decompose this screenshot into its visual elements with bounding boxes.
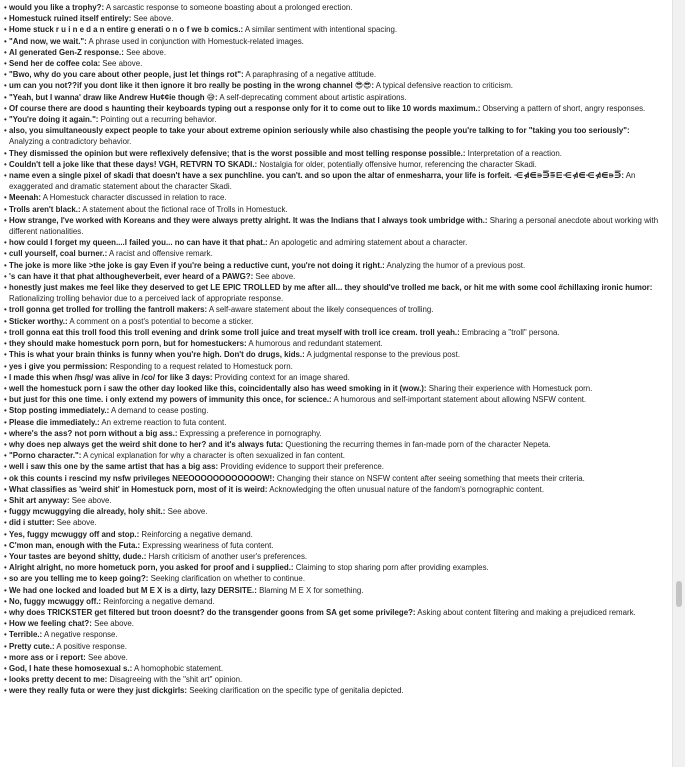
- entry-term: were they really futa or were they just dickgirls:: [9, 686, 188, 696]
- list-item: [4, 159, 664, 170]
- entry-description: Interpretation of a reaction.: [465, 148, 562, 158]
- entry-description: Disagreeing with the "shit art" opinion.: [107, 675, 243, 685]
- entry-description: Embracing a "troll" persona.: [459, 327, 560, 337]
- entry-description: A racist and offensive remark.: [107, 249, 213, 259]
- entry-description: See above.: [91, 619, 134, 629]
- entry-term: Home stuck r u i n e d a n entire g enerati o n o f we b comics.:: [9, 25, 244, 35]
- entry-term: Homestuck ruined itself entirely:: [9, 14, 132, 24]
- entry-description: Reinforcing a negative demand.: [139, 529, 253, 539]
- list-item: [4, 271, 664, 282]
- scrollbar[interactable]: [672, 0, 685, 767]
- list-item: [4, 248, 664, 259]
- entry-term: Send her de coffee cola:: [9, 59, 101, 69]
- entry-description: A positive response.: [54, 641, 127, 651]
- entry-description: Providing context for an image shared.: [212, 372, 350, 382]
- list-item: [4, 383, 664, 394]
- entry-description: Claiming to stop sharing porn after providing examples.: [293, 563, 489, 573]
- entry-description: Harsh criticism of another user's preferences.: [146, 551, 308, 561]
- entry-term: they should make homestuck porn porn, but for homestuckers:: [9, 339, 247, 349]
- entry-description: See above.: [165, 507, 208, 517]
- entry-description: An exaggerated and dramatic statement about the character Skadi.: [9, 171, 636, 192]
- entry-description: Expressing a preference in pornography.: [177, 428, 322, 438]
- entry-description: Seeking clarification on the specific type of genitalia depicted.: [187, 686, 404, 696]
- list-item: [4, 573, 664, 584]
- list-item: [4, 506, 664, 517]
- list-item: [4, 125, 664, 147]
- entry-term: Of course there are dood s haunting their keyboards typing out a response only for it to come out to like 10 words maximum.:: [9, 103, 481, 113]
- list-item: [4, 282, 664, 304]
- entry-term: looks pretty decent to me:: [9, 675, 108, 685]
- entry-term: We had one locked and loaded but M E X is a dirty, lazy DERSITE.:: [9, 585, 257, 595]
- entry-term: yes i give you permission:: [9, 361, 108, 371]
- entry-description: Observing a pattern of short, angry responses.: [480, 103, 646, 113]
- entry-description: Acknowledging the often unusual nature of the fandom's pornographic content.: [267, 484, 545, 494]
- entry-description: A comment on a post's potential to become a sticker.: [67, 316, 254, 326]
- entry-description: Providing evidence to support their preference.: [218, 462, 384, 472]
- entry-description: See above.: [123, 47, 167, 57]
- list-item: [4, 215, 664, 237]
- entry-term: how could I forget my queen....I failed you... no can have it that phat.:: [9, 238, 268, 248]
- entry-description: A paraphrasing of a negative attitude.: [243, 70, 377, 80]
- entry-term: well the homestuck porn i saw the other day looked like this, coincidentally also has weed smoking in it (wow.):: [9, 383, 427, 393]
- list-item: [4, 529, 664, 540]
- entry-term: I made this when /hsg/ was alive in /co/ for like 3 days:: [9, 372, 213, 382]
- list-item: [4, 170, 664, 192]
- entry-term: How strange, I've worked with Koreans and they were always pretty alright. It was the Indians that I always took umbridge with.:: [9, 215, 488, 225]
- list-item: [4, 540, 664, 551]
- entry-term: C'mon man, enough with the Futa.:: [9, 540, 141, 550]
- list-item: [4, 674, 664, 685]
- entry-term: um can you not??if you dont like it then ignore it bro really be posting in the wrong channel 😎😎:: [9, 81, 374, 91]
- entry-term: troll gonna get trolled for trolling the fantroll makers:: [9, 305, 208, 315]
- list-item: [4, 13, 664, 24]
- list-item: [4, 394, 664, 405]
- entry-description: Sharing their experience with Homestuck porn.: [426, 383, 593, 393]
- list-item: [4, 652, 664, 663]
- entry-description: A cynical explanation for why a character is often sexualized in fan content.: [81, 451, 346, 461]
- list-item: [4, 316, 664, 327]
- entry-description: Rationalizing trolling behavior due to a perceived lack of appropriate response.: [9, 294, 284, 304]
- list-item: [4, 58, 664, 69]
- list-item: [4, 47, 664, 58]
- entry-term: also, you simultaneously expect people to take your about extreme opinion seriously while also chastising the people you're talking to for "taking you too seriously":: [9, 126, 630, 136]
- entry-description: A humorous and redundant statement.: [246, 339, 383, 349]
- list-item: [4, 372, 664, 383]
- entry-description: Questioning the recurring themes in fan-made porn of the character Nepeta.: [283, 439, 551, 449]
- list-item: [4, 114, 664, 125]
- list-item: [4, 237, 664, 248]
- list-item: [4, 473, 664, 484]
- entry-term: "Yeah, but I wanna' draw like Andrew Hu¢¢ie though 😅:: [9, 92, 218, 102]
- document-body: [4, 2, 664, 697]
- entry-term: why does TRICKSTER get filtered but troon doesnt? do the transgender goons from SA get some privilege?:: [9, 607, 416, 617]
- entry-term: They dismissed the opinion but were reflexively defensive; that is the worst possible and most telling response possible.:: [9, 148, 466, 158]
- list-item: [4, 585, 664, 596]
- entry-term: Sticker worthy.:: [9, 316, 68, 326]
- list-item: [4, 260, 664, 271]
- entry-term: This is what your brain thinks is funny when you're high. Don't do drugs, kids.:: [9, 350, 305, 360]
- list-item: [4, 349, 664, 360]
- entry-description: A statement about the fictional race of Trolls in Homestuck.: [80, 204, 288, 214]
- entry-description: A similar sentiment with intentional spacing.: [243, 25, 398, 35]
- entry-description: Sharing a personal anecdote about working with different nationalities.: [9, 215, 659, 237]
- list-item: [4, 204, 664, 215]
- entry-term: God, I hate these homosexual s.:: [9, 663, 133, 673]
- entry-term: but just for this one time. i only extend my powers of immunity this once, for science.:: [9, 395, 332, 405]
- list-item: [4, 405, 664, 416]
- entry-description: An extreme reaction to futa content.: [99, 417, 227, 427]
- list-item: [4, 338, 664, 349]
- entry-description: A typical defensive reaction to criticism.: [373, 81, 513, 91]
- entry-term: Shit art anyway:: [9, 495, 70, 505]
- entry-description: A humorous and self-important statement about allowing NSFW content.: [331, 395, 587, 405]
- entry-description: See above.: [100, 59, 143, 69]
- entry-description: See above.: [69, 495, 112, 505]
- list-item: [4, 663, 664, 674]
- entry-term: 's can have it that phat althougheverbeit, ever heard of a PAWG?:: [9, 271, 254, 281]
- entry-term: Please die immediately.:: [9, 417, 100, 427]
- entry-description: See above.: [54, 518, 97, 528]
- entry-term: What classifies as 'weird shit' in Homestuck porn, most of it is weird:: [9, 484, 268, 494]
- entry-description: A sarcastic response to someone boasting about a prolonged erection.: [104, 3, 353, 12]
- list-item: [4, 361, 664, 372]
- entry-term: why does nep always get the weird shit done to her? and it's always futa:: [9, 439, 284, 449]
- scrollbar-thumb[interactable]: [676, 581, 682, 607]
- entry-term: Yes, fuggy mcwuggy off and stop.:: [9, 529, 140, 539]
- entry-description: Expressing weariness of futa content.: [140, 540, 274, 550]
- list-item: [4, 562, 664, 573]
- entry-description: A Homestuck character discussed in relation to race.: [41, 193, 227, 203]
- entry-description: Reinforcing a negative demand.: [101, 596, 215, 606]
- list-item: [4, 192, 664, 203]
- list-item: [4, 439, 664, 450]
- list-item: [4, 596, 664, 607]
- entry-term: "And now, we wait.":: [9, 36, 87, 46]
- list-item: [4, 148, 664, 159]
- entry-term: did i stutter:: [9, 518, 55, 528]
- list-item: [4, 641, 664, 652]
- entry-term: name even a single pixel of skadi that doesn't have a sex punchline. you can't. and so upon the altar of enmesharra, your life is forfeit. ⋲⋪⋹⋼⋽⋾⋿⋲⋪⋹⋲⋪⋹⋼⋽:: [9, 171, 624, 181]
- entry-description: A negative response.: [42, 630, 118, 640]
- list-item: [4, 92, 664, 103]
- entry-term: cull yourself, coal burner.:: [9, 249, 108, 259]
- entry-term: fuggy mcwuggying die already, holy shit.:: [9, 507, 166, 517]
- entry-term: Alright alright, no more hometuck porn, you asked for proof and i supplied.:: [9, 563, 294, 573]
- entry-term: "Bwo, why do you care about other people, just let things rot":: [9, 70, 244, 80]
- entry-term: would you like a trophy?:: [9, 3, 105, 12]
- list-item: [4, 327, 664, 338]
- list-item: [4, 2, 664, 13]
- entry-description: Seeking clarification on whether to continue.: [148, 574, 306, 584]
- entry-description: See above.: [131, 14, 174, 24]
- list-item: [4, 551, 664, 562]
- entry-term: where's the ass? not porn without a big ass.:: [9, 428, 178, 438]
- entry-term: AI generated Gen-Z response.:: [9, 47, 124, 57]
- entry-term: Trolls aren't black.:: [9, 204, 81, 214]
- entry-description: Analyzing the humor of a previous post.: [384, 260, 526, 270]
- list-item: [4, 629, 664, 640]
- entry-description: Blaming M E X for something.: [256, 585, 364, 595]
- entry-description: A homophobic statement.: [132, 663, 224, 673]
- entry-term: "You're doing it again.":: [9, 115, 99, 125]
- entry-description: See above.: [85, 652, 128, 662]
- entry-term: "Porno character.":: [9, 451, 82, 461]
- list-item: [4, 517, 664, 528]
- entry-term: honestly just makes me feel like they deserved to get LE EPIC TROLLED by me after all... they should've trolled me back, or hit me with some cool #chillaxing ironic humor:: [9, 283, 653, 293]
- entry-description: Asking about content filtering and making a prejudiced remark.: [415, 607, 636, 617]
- entry-description: An apologetic and admiring statement about a character.: [267, 238, 468, 248]
- list-item: [4, 607, 664, 618]
- entry-term: so are you telling me to keep going?:: [9, 574, 149, 584]
- entry-term: Pretty cute.:: [9, 641, 55, 651]
- list-item: [4, 618, 664, 629]
- list-item: [4, 80, 664, 91]
- entry-term: well i saw this one by the same artist that has a big ass:: [9, 462, 219, 472]
- list-item: [4, 24, 664, 35]
- entry-term: Couldn't tell a joke like that these days! VGH, RETVRN TO SKADI.:: [9, 159, 258, 169]
- entry-term: Your tastes are beyond shitty, dude.:: [9, 551, 147, 561]
- entry-description: Responding to a request related to Homestuck porn.: [107, 361, 293, 371]
- list-item: [4, 417, 664, 428]
- list-item: [4, 461, 664, 472]
- list-item: [4, 484, 664, 495]
- entry-description: Analyzing a contradictory behavior.: [9, 137, 132, 147]
- list-item: [4, 685, 664, 696]
- entry-description: Nostalgia for older, potentially offensive humor, referencing the character Skadi.: [257, 159, 537, 169]
- entry-term: Meenah:: [9, 193, 42, 203]
- entry-description: A judgmental response to the previous post.: [304, 350, 461, 360]
- entry-description: A demand to cease posting.: [109, 406, 209, 416]
- list-item: [4, 495, 664, 506]
- list-item: [4, 304, 664, 315]
- entry-description: Changing their stance on NSFW content after seeing something that meets their criteria.: [274, 473, 585, 483]
- list-item: [4, 450, 664, 461]
- entry-description: Pointing out a recurring behavior.: [98, 115, 217, 125]
- entry-description: A self-aware statement about the likely consequences of trolling.: [207, 305, 434, 315]
- entry-term: Stop posting immediately.:: [9, 406, 110, 416]
- entry-term: ok this counts i rescind my nsfw privileges NEEOOOOOOOOOOOOW!:: [9, 473, 275, 483]
- list-item: [4, 36, 664, 47]
- entry-description: A phrase used in conjunction with Homestuck-related images.: [86, 36, 304, 46]
- entry-term: The joke is more like >the joke is gay Even if you're being a reductive cunt, you're not doing it right.:: [9, 260, 385, 270]
- list-item: [4, 428, 664, 439]
- entry-description: See above.: [253, 271, 296, 281]
- entry-description: A self-deprecating comment about artistic aspirations.: [217, 92, 407, 102]
- entry-term: troll gonna eat this troll food this troll evening and drink some troll juice and treat myself with troll ice cream. troll yeah.:: [9, 327, 460, 337]
- entry-term: How we feeling chat?:: [9, 619, 92, 629]
- list-item: [4, 103, 664, 114]
- entry-term: Terrible.:: [9, 630, 43, 640]
- entry-term: more ass or i report:: [9, 652, 86, 662]
- list-item: [4, 69, 664, 80]
- entry-term: No, fuggy mcwuggy off.:: [9, 596, 102, 606]
